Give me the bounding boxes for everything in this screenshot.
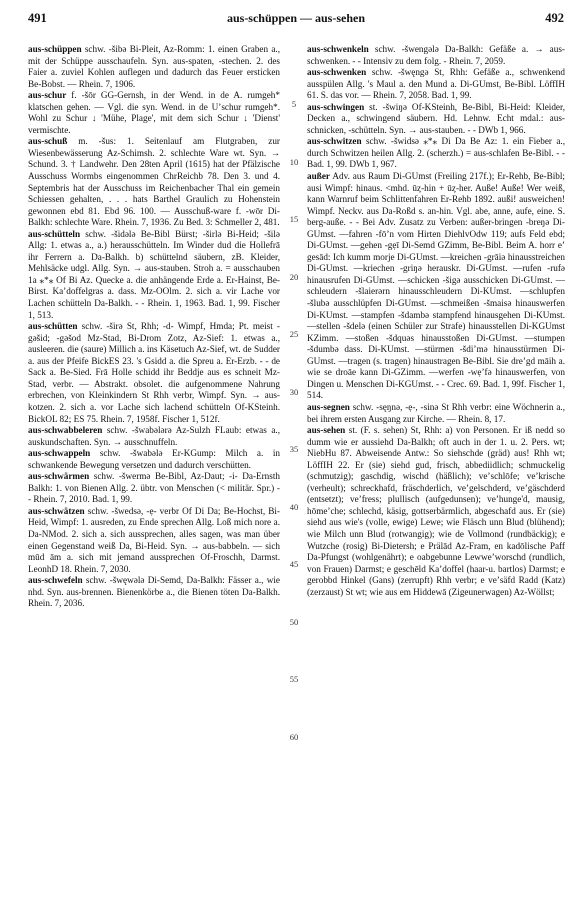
entry-headword: aus-schwefeln <box>28 575 83 586</box>
entry-headword: aus-schwingen <box>307 101 365 112</box>
dictionary-entry <box>28 321 280 425</box>
line-number: 30 <box>289 386 299 397</box>
entry-headword: aus-schütten <box>28 321 78 332</box>
entry-headword: aus-schwärmen <box>28 471 90 482</box>
dictionary-entry <box>28 136 280 228</box>
entry-definition: schw. -šibə Bi-Pleit, Az-Romm: 1. einen Graben a., mit der Schüppe ausschaufeln. Syn. aus-spaten, -stechen. 2. des Faier a. zuviel Kohlen auflegen und dadurch das Feuer ersticken Be-Bobst. — Rhein. 7, 1906. <box>28 44 280 89</box>
dictionary-entry <box>307 425 565 598</box>
entry-definition: schw. -šwidsə ⁎*⁎ Di Da Be Az: 1. ein Fieber a., durch Schwitzen heilen Allg. 2. (scherzh.) = aus-schlafen Be-Bibl. - - Bad. 1, 99. DWb 1, 967. <box>307 136 565 170</box>
line-number: 15 <box>289 214 299 224</box>
dictionary-entry <box>307 44 565 67</box>
entry-headword: aus-schur <box>28 90 67 101</box>
line-number: 5 <box>291 99 297 109</box>
entry-definition: st. (F. s. sehen) St, Rhh: a) von Personen. Er iß nedd so dumm wie er aussiehd Da-Balkh; oft auch in der 1. u. 2. Pers. wt; NiebHu 87. Abweisende Antw.: So siehschde (gräd) aus! Rhh wt; LöffIH 22. Er (sie) siehd gud, frisch, abbediidlich; schmuckelig (schmutzig); gaschdig, wischd (häßlich); veʼschlōfe; veʼkrische (verheult); schreckhafd, fräschderlich, veʼgelschderd, veʼgäschderd (entsetzt); veʼfress; plullisch (aufgedunsen); veʼhunge'd, mausig, hōmeʼche; schlechd, käsig, gottserbärmlich, abgeschafd aus. Er (sie) siehd aus wie's (volle, ewige) Lewe; wie Fläsch unn Blud (blühend); wie Milch unn Blud (rotwangig); wie de Vollmond (rundbäckig); e Wutzche (rosig) Bi-Dietersh; e Prälād Az-Fram, en kadōlische Paff Da-Pfungst (wohlgenährt); e oabgebunne Lewweʼworschd (rundlich, von Frauen) Darmst; e geschēld Kaʼdoffel (haar-u. bartlos) Darmst; e gerobbd Hinkel (Gans) (zerrupft) Rhh verbr; e veʼsäfd Radd (Katz) (zerzaust) St wt; wie aus em Hiddewā (Zigeunerwagen) Az-Wöllst; <box>307 425 565 597</box>
dictionary-entry <box>307 136 565 171</box>
dictionary-entry <box>28 471 280 506</box>
page-number-left: 491 <box>28 11 47 25</box>
line-number: 40 <box>289 501 299 512</box>
entry-headword: aus-sehen <box>307 425 346 436</box>
dictionary-entry <box>28 425 280 448</box>
entry-definition: schw. -šwęngə St, Rhh: Gefäße a., schwenkend ausspülen Allg. 's Maul a. den Mund a. Di-GUmst, Be-Bibl. LöffIH 61. S. das vor. — Rhein. 7, 2058. Bad. 1, 99. <box>307 67 565 101</box>
entry-headword: aus-schwenkeln <box>307 44 369 54</box>
entry-headword: aus-segnen <box>307 401 350 412</box>
page-header <box>28 11 564 31</box>
dictionary-entry <box>28 575 280 610</box>
entry-headword: aus-schwenken <box>307 67 367 78</box>
entry-definition: schw. -šidələ Be-Bibl Bürst; -širlə Bi-Heid; -šilə Allg: 1. etwas a., a.) herausschütteln. Im Winder dud die Hollefrā ihr Ferrern a. Da-Balkh. b) schüttelnd säubern, zB. Kleider, Mehlsäcke udgl. Allg. Syn. → aus-stauben. Stroh a. = ausschauben 1a ⁎*⁎ Of Bi Az. Quecke a. die anhängende Erde a. Er-Hainst, Be-Birst. Kaʼdoffelgras a. dass. Mz-OOlm. 2. sich a. vir Lache vor Lachen schütteln Da-Balkh. - - Rhein. 1, 1963. Bad. 1, 99. Fischer 1, 513. <box>28 228 280 320</box>
line-number: 20 <box>289 271 299 282</box>
entry-definition: schw. -šwengələ Da-Balkh: Gefäße a. → aus-schwenken. - - Intensiv zu dem folg. - Rhein. 7, 2059. <box>307 44 565 66</box>
entry-headword: aus-schwitzen <box>307 136 362 147</box>
entry-definition: st. -šwiŋə Of-KStein​h, Be-Bibl, Bi-Heid: Kleider, Decken a., schwingend säubern. Hd. Lehnw. Echt mdal.: aus-schnicken, -schütteln. Syn. → aus-stauben. - - DWb 1, 966. <box>307 101 565 135</box>
dictionary-entry <box>307 102 565 137</box>
entry-definition: Adv. aus Raum Di-GUmst (Freiling 217f.); Er-Rehb, Be-Bibl; ausi Wimpf: hinaus. <mhd. ūȥ-hin + ūȥ-her. Auße! Auße! Wer weiß, kann Warnruf beim Schlittenfahren Er-Rehb 1892. außi! ausweichen! Wimpf. Neckv. aus Da-Roßd s. an-hin. Vgl. abe, anne, aufe, eine. S. berg-auße. - - Bei Adv. Zusatz zu Verben: außer-bringen -breŋə Di-GUmst. —fahren -fōʼn vom Hirten DiehlvOdw 119; aufs Feld ebd; Di-GUmst. —gehen -gẹī Di-Semd GZimm, Be-Bibl. Beim A. horr eʼ gesād: Ich kumm morje Di-GUmst. —kreichen -grāiə hinausstreichen Di-GUmst. —kriechen -griŋə herauskr. Di-GUmst. —rufen -rufə hinausrufen Di-GUmst. —schicken -šigə ausschicken Di-GUmst. —schleudern -šlaierərn hinausschleudern Di-KUmst. —schlupfen -šlubə ausschlüpfen Di-GUmst. —schmeißen -šmaisə hinauswerfen Di-KUmst. —stampfen -šdambə stampfend hinausgehen Di-KUmst. —stellen -šdelə (einen Schüler zur Strafe) hinausstellen Di-KGUmst KZimm. —stoßen -šdquəs hinausstoßen Di-GUmst. —stumpen -šdumbə dass. Di-KUmst. —stürmen -šdiʼmə hinausstürmen Di-GUmst. —tragen (s. tragen) hinaustragen Be-Bibl. Sie dreʼgd māih a. wie se droāe kann Di-GZimm. —werfen -wẹʼfə hinauswerfen, von Dingen u. Menschen Di-KGUmst. - - Crec. 69. Bad. 1, 99f. Fischer 1, 514. <box>307 171 565 401</box>
dictionary-entry <box>307 402 565 425</box>
entry-definition: schw. -šwabələrə Az-Sulzh FLaub: etwas a., auskundschaften. Syn. → ausschnuffeln. <box>28 425 280 447</box>
dictionary-entry <box>307 67 565 102</box>
entry-headword: aus-schuß <box>28 136 68 147</box>
dictionary-entry <box>28 44 280 90</box>
line-number: 45 <box>289 559 299 569</box>
entry-definition: schw. -šwabələ Er-KGump: Milch a. in schwankende Bewegung versetzen und dadurch verschütten. <box>28 448 280 470</box>
dictionary-entry <box>28 448 280 471</box>
dictionary-entry <box>28 229 280 321</box>
line-number: 25 <box>289 329 299 339</box>
entry-definition: schw. -širə St, Rhh; -d- Wimpf, Hmda; Pt. meist -gəšid; -gəšod Mz-Stad, Bi-Drom Zotz, Az-Sief: 1. etwas a., ausleeren. die (saure) Millich a. ins Käsetuch Az-Sief, wt. de Sudder a. aus der Pfeife BickES 23. 's Gsidd a. die Spreu a. Er-Erzb. - - de Sack a. Be-Sied. Frā Holle schidd ihr Beddje aus es schneit Mz-Stad, verbr. — Abstrakt. obsolet. die aufgenommene Nahrung erbrechen, von Kleinkindern St Rhh verbr, Wimpf. Syn. → aus-kotzen. 2. sich a. vor Lache sich lachend schütteln Of-KStein​h. BickOL 82; ES 75. Rhein. 7, 1958f. Fischer 1, 512f. <box>28 321 280 424</box>
entry-definition: schw. -šwermə Be-Bibl, Az-Daut; -i- Da-Ernsth Balkh: 1. von Bienen Allg. 2. übtr. von Menschen (< militär. Spr.) - - Rhein. 7, 2010. Bad. 1, 99. <box>28 471 280 505</box>
line-number-gutter <box>283 44 305 902</box>
right-column <box>307 44 565 902</box>
entry-definition: f. -šōr GG-Gernsh, in der Wend. in de A. rumgeh* klatschen gehen. — Vgl. die syn. Wend. in de Uʼschur rumgeh*. Wohl zu Schur ↓ 'Mühe, Plage', mit dem sich Schur ↓ 'Dienst' vermischte. <box>28 90 280 135</box>
entry-headword: außer <box>307 171 330 182</box>
entry-definition: schw. -šwęwələ Di-Semd, Da-Balkh: Fässer a., wie nhd. Syn. aus-brennen. Bienenkörbe a., die Bienen töten Da-Balkh. Rhein. 7, 2036. <box>28 575 280 609</box>
entry-definition: schw. -sęŋnə, -ẹ-, -sinə St Rhh verbr: eine Wöchnerin a., bei ihrem ersten Ausgang zur Kirche. — Rhein. 8, 17. <box>307 401 565 424</box>
line-number: 50 <box>289 616 299 627</box>
entry-definition: m. -šus: 1. Seitenlauf am Flutgraben, zur Wiesenbewässerung Az-Schimsh. 2. schlechte Ware wt. Syn. → Schund. 3. † Landwehr. Den 28ten April (1615) hat der Pfälzische Ausschuss Wormbs eingenommen ChrReichb 78. Den 3. und 4. Septembris hat der Ausschuss im Reichenbacher Thal ein gemein Schiessen gehalten, . . . hats Barthel Graulich zu Hohenstein gewonnen ebd 81. Ebd 96. 100. — Ausschuß-ware f. -wōr Di-Balkh: schlechte Ware. Rhein. 7, 1936. Zu Bed. 3: Schmeller 2, 481. <box>28 136 280 228</box>
entry-headword: aus-schwabbeleren <box>28 425 103 436</box>
entry-headword: aus-schüppen <box>28 44 82 54</box>
running-title: aus-schüppen — aus-sehen <box>226 11 366 25</box>
line-number: 10 <box>289 156 299 167</box>
entry-headword: aus-schwappeln <box>28 448 91 459</box>
left-column <box>28 44 280 902</box>
dictionary-entry <box>28 90 280 136</box>
entry-headword: aus-schwätzen <box>28 505 85 516</box>
entry-headword: aus-schütteln <box>28 228 81 239</box>
dictionary-entry <box>307 171 565 402</box>
page-number-right: 492 <box>545 11 564 25</box>
line-number: 35 <box>289 444 299 454</box>
dictionary-entry <box>28 506 280 575</box>
entry-definition: schw. -šwedsə, -ẹ- verbr Of Di Da; Be-Hochst, Bi-Heid, Wimpf: 1. ausreden, zu Ende sprechen Allg. Loß mich nore a. Da-NMod. 2. sich a. sich aussprechen, alles sagen, was man über einen Gegenstand weiß Da, Bi-Heid. Syn. → aus-babbeln. — sich mūd ām a. sich mit jemand aussprechen Of-Froschh, Darmst. LeonhD 18. Rhein. 7, 2030. <box>28 505 280 574</box>
line-number: 55 <box>289 674 299 684</box>
line-number: 60 <box>289 731 299 742</box>
